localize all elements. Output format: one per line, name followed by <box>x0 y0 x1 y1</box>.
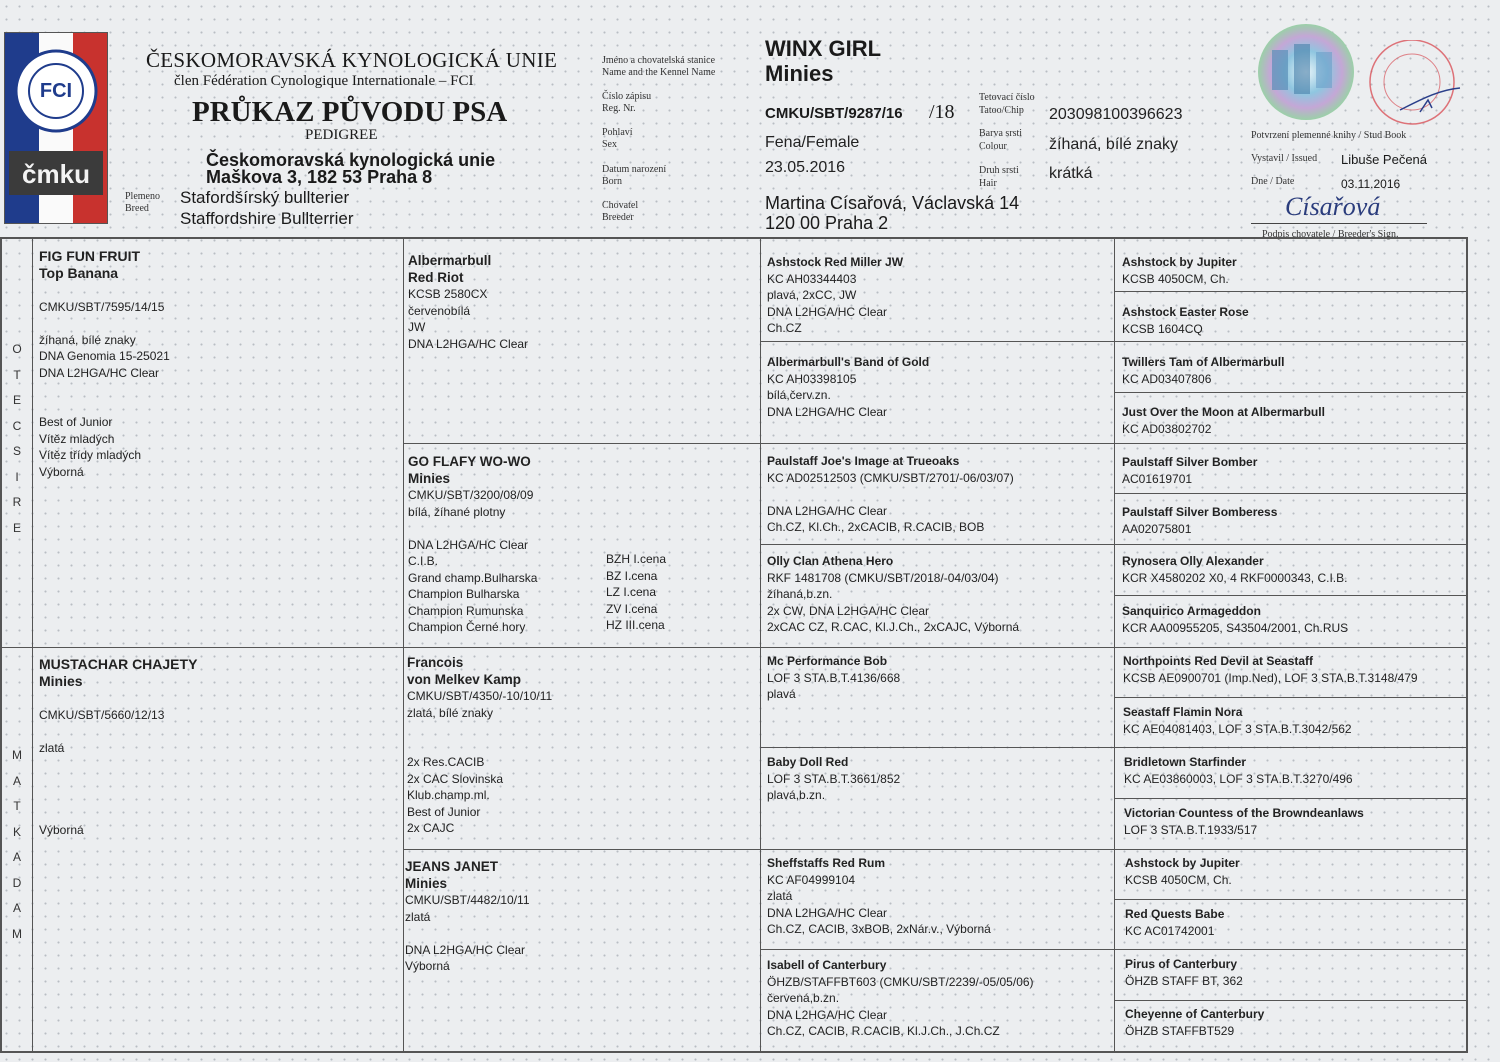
gen3-cell-4: Olly Clan Athena Hero RKF 1481708 (CMKU/SBT/2018/-04/03/04) žíhaná,b.zn. 2x CW, DNA L2HGA/HC Clear 2xCAC CZ, R.CAC, Kl.J.Ch., 2xCAJC, Výborná <box>767 554 1020 634</box>
dam-cell: MUSTACHAR CHAJETY Minies CMKU/SBT/5660/12/13 zlatá Výborná <box>39 656 198 837</box>
gen4-cell-15: Pirus of Canterbury ÖHZB STAFF BT, 362 <box>1125 957 1243 988</box>
breeder-label-cz: Chovatel <box>602 200 639 211</box>
hair-label-cz: Druh srsti <box>979 165 1019 176</box>
breed-label-en: Breed <box>125 203 149 214</box>
breeder-label-en: Breeder <box>602 212 634 223</box>
breed-en: Staffordshire Bullterrier <box>180 209 354 228</box>
sex-label-en: Sex <box>602 139 617 150</box>
fci-member-line: člen Fédération Cynologique Internationale – FCI <box>174 73 474 89</box>
sex-label-cz: Pohlaví <box>602 127 633 138</box>
gen4-cell-5: Paulstaff Silver Bomber AC01619701 <box>1122 455 1258 486</box>
dog-born: 23.05.2016 <box>765 159 846 176</box>
fci-text: FCI <box>39 80 73 102</box>
breeder-sign-label: Podpis chovatele / Breeder's Sign. <box>1262 229 1399 240</box>
sire-side-label: O T E C S I R E <box>12 342 22 535</box>
cmku-logo-text: čmku <box>22 159 90 189</box>
name-label-en: Name and the Kennel Name <box>602 67 716 78</box>
dam-side-label: M A T K A D A M <box>12 748 22 941</box>
address-org: Českomoravská kynologická unie <box>206 150 496 170</box>
fci-cmku-logo <box>4 32 108 224</box>
chip-label-en: Tatoo/Chip <box>979 105 1024 116</box>
issue-date: 03.11.2016 <box>1341 177 1401 191</box>
hologram-seal <box>1252 22 1360 122</box>
gen4-cell-3: Twillers Tam of Albermarbull KC AD03407806 <box>1122 355 1285 386</box>
doc-title: PRŮKAZ PŮVODU PSA <box>192 96 508 128</box>
gen2-cell-3: Francois von Melkev Kamp CMKU/SBT/4350/-10/10/11 zlatá, bílé znaky 2x Res.CACIB 2x CAC Slovinska Klub.champ.ml. Best of Junior 2x CAJC <box>407 655 553 835</box>
chip-number: 203098100396623 <box>1049 106 1183 123</box>
dog-kennel: Minies <box>765 61 834 86</box>
reg-suffix: /18 <box>929 101 955 123</box>
reg-label-cz: Číslo zápisu <box>602 91 652 102</box>
born-label-cz: Datum narození <box>602 164 667 175</box>
breeder-signature: Císařová <box>1285 192 1381 221</box>
breed-label-cz: Plemeno <box>125 191 160 202</box>
gen3-cell-8: Isabell of Canterbury ÖHZB/STAFFBT603 (CMKU/SBT/2239/-05/05/06) červená,b.zn. DNA L2HGA/HC Clear Ch.CZ, CACIB, R.CACIB, Kl.J.Ch., J.Ch.CZ <box>767 958 1034 1038</box>
breeder-city: 120 00 Praha 2 <box>765 213 889 233</box>
gen2-cell-1: Albermarbull Red Riot KCSB 2580CX červenobílá JW DNA L2HGA/HC Clear <box>408 253 529 351</box>
issued-label: Vystavil / Issued <box>1251 153 1318 164</box>
gen3-cell-2: Albermarbull's Band of Gold KC AH03398105 bílá,červ.zn. DNA L2HGA/HC Clear <box>767 355 930 419</box>
gen4-cell-8: Sanquirico Armageddon KCR AA00955205, S43504/2001, Ch.RUS <box>1122 604 1349 635</box>
gen4-cell-16: Cheyenne of Canterbury ÖHZB STAFFBT529 <box>1125 1007 1265 1038</box>
address-street: Maškova 3, 182 53 Praha 8 <box>206 167 433 187</box>
gen4-cell-11: Bridletown Starfinder KC AE03860003, LOF 3 STA.B.T.3270/496 <box>1124 755 1353 786</box>
dog-hair: krátká <box>1049 165 1093 182</box>
dog-name: WINX GIRL <box>765 36 882 61</box>
gen3-cell-1: Ashstock Red Miller JW KC AH03344403 plavá, 2xCC, JW DNA L2HGA/HC Clear Ch.CZ <box>767 255 904 335</box>
born-label-en: Born <box>602 176 622 187</box>
gen4-cell-10: Seastaff Flamin Nora KC AE04081403, LOF 3 STA.B.T.3042/562 <box>1123 705 1352 736</box>
reg-label-en: Reg. Nr. <box>602 103 636 114</box>
colour-label-cz: Barva srsti <box>979 128 1023 139</box>
colour-label-en: Colour <box>979 141 1007 152</box>
doc-subtitle: PEDIGREE <box>305 127 378 143</box>
gen2-cell-2: GO FLAFY WO-WO Minies CMKU/SBT/3200/08/09 bílá, žíhané plotny DNA L2HGA/HC Clear C.I.B. Grand champ.Bulharska Champion Bulharska Champion Rumunska Champion Černé hory <box>408 454 538 634</box>
issued-by: Libuše Pečená <box>1341 152 1428 167</box>
gen4-cell-4: Just Over the Moon at Albermarbull KC AD03802702 <box>1122 405 1325 436</box>
gen4-cell-1: Ashstock by Jupiter KCSB 4050CM, Ch. <box>1122 255 1237 286</box>
gen4-cell-9: Northpoints Red Devil at Seastaff KCSB AE0900701 (Imp.Ned), LOF 3 STA.B.T.3148/479 <box>1123 654 1418 685</box>
gen4-cell-2: Ashstock Easter Rose KCSB 1604CQ <box>1122 305 1249 336</box>
org-name: ČESKOMORAVSKÁ KYNOLOGICKÁ UNIE <box>146 48 558 72</box>
dog-sex: Fena/Female <box>765 134 860 151</box>
gen4-cell-7: Rynosera Olly Alexander KCR X4580202 X0, 4 RKF0000343, C.I.B. <box>1122 554 1348 585</box>
gen4-cell-14: Red Quests Babe KC AC01742001 <box>1125 907 1225 938</box>
gen2-cell-4: JEANS JANET Minies CMKU/SBT/4482/10/11 zlatá DNA L2HGA/HC Clear Výborná <box>405 859 530 973</box>
gen3-cell-6: Baby Doll Red LOF 3 STA.B.T.3661/852 plavá,b.zn. <box>767 755 901 802</box>
breed-book-stamp <box>1360 40 1468 130</box>
gen4-cell-12: Victorian Countess of the Browndeanlaws LOF 3 STA.B.T.1933/517 <box>1124 806 1364 837</box>
gen3-cell-5: Mc Performance Bob LOF 3 STA.B.T.4136/668 plavá <box>767 654 901 701</box>
stud-book-label: Potvrzení plemenné knihy / Stud Book <box>1251 130 1407 141</box>
gen4-cell-13: Ashstock by Jupiter KCSB 4050CM, Ch. <box>1125 856 1240 887</box>
breeder-address: Martina Císařová, Václavská 14 <box>765 193 1020 213</box>
date-label: Dne / Date <box>1251 176 1295 187</box>
breed-cz: Stafordšírský bullterier <box>180 188 350 207</box>
gen3-cell-3: Paulstaff Joe's Image at Trueoaks KC AD02512503 (CMKU/SBT/2701/-06/03/07) DNA L2HGA/HC Clear Ch.CZ, Kl.Ch., 2xCACIB, R.CACIB, BOB <box>767 454 1014 534</box>
gen4-cell-6: Paulstaff Silver Bomberess AA02075801 <box>1122 505 1278 536</box>
reg-number: CMKU/SBT/9287/16 <box>765 105 903 122</box>
chip-label-cz: Tetovací číslo <box>979 92 1035 103</box>
gen3-cell-7: Sheffstaffs Red Rum KC AF04999104 zlatá DNA L2HGA/HC Clear Ch.CZ, CACIB, 3xBOB, 2xNár.v., Výborná <box>767 856 991 936</box>
gen2-cell-2-results: BZH I.cena BZ I.cena LZ I.cena ZV I.cena HZ III.cena <box>606 552 667 632</box>
name-label-cz: Jméno a chovatelská stanice <box>602 55 716 66</box>
sire-cell: FIG FUN FRUIT Top Banana CMKU/SBT/7595/14/15 žíhaná, bílé znaky DNA Genomia 15-25021 DNA L2HGA/HC Clear Best of Junior Vítěz mladých Vítěz třídy mladých Výborná <box>39 248 170 479</box>
hair-label-en: Hair <box>979 178 997 189</box>
dog-colour: žíhaná, bílé znaky <box>1049 136 1178 153</box>
